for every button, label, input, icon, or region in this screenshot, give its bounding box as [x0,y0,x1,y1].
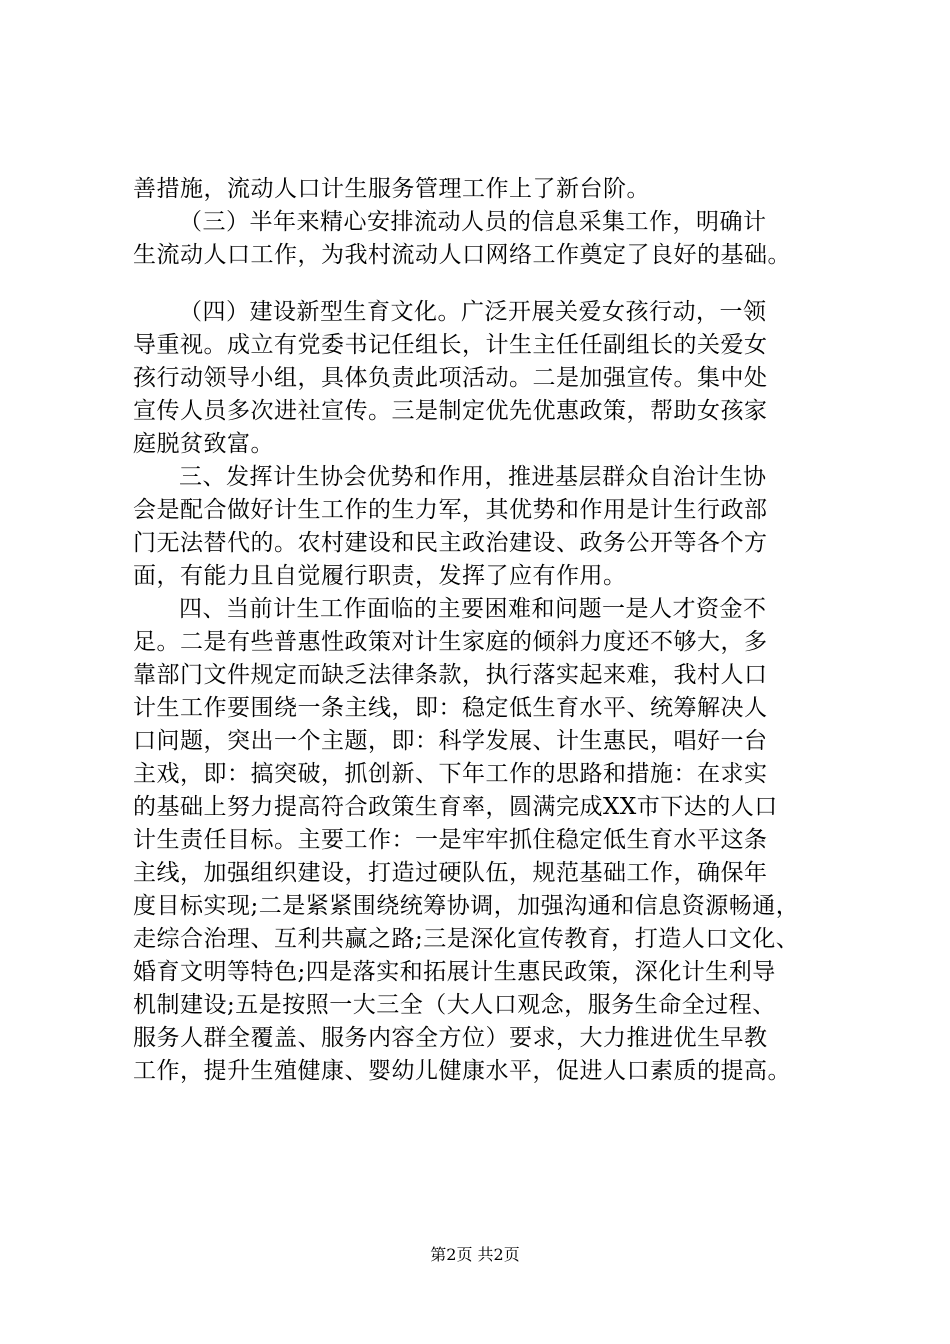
paragraph-line: 走综合治理、互利共赢之路;三是深化宣传教育，打造人口文化、 [133,926,800,952]
paragraph-line: 善措施，流动人口计生服务管理工作上了新台阶。 [133,176,650,202]
paragraph-line: 靠部门文件规定而缺乏法律条款，执行落实起来难，我村人口 [133,662,768,688]
paragraph-line: 宣传人员多次进社宣传。三是制定优先优惠政策，帮助女孩家 [133,398,768,424]
paragraph-line: 孩行动领导小组，具体负责此项活动。二是加强宣传。集中处 [133,365,768,391]
paragraph-line: 计生责任目标。主要工作：一是牢牢抓住稳定低生育水平这条 [133,827,768,853]
paragraph-line: 导重视。成立有党委书记任组长，计生主任任副组长的关爱女 [133,332,768,358]
paragraph-line: 度目标实现;二是紧紧围绕统筹协调，加强沟通和信息资源畅通， [133,893,800,919]
paragraph-line: 婚育文明等特色;四是落实和拓展计生惠民政策，深化计生利导 [133,959,776,985]
paragraph-line: 工作，提升生殖健康、婴幼儿健康水平，促进人口素质的提高。 [133,1058,791,1084]
paragraph-line: 口问题，突出一个主题，即：科学发展、计生惠民，唱好一台 [133,728,768,754]
paragraph-line: （四）建设新型生育文化。广泛开展关爱女孩行动，一领 [179,299,767,325]
paragraph-line: 生流动人口工作，为我村流动人口网络工作奠定了良好的基础。 [133,242,791,268]
paragraph-line: 庭脱贫致富。 [133,431,274,457]
paragraph-line: 会是配合做好计生工作的生力军，其优势和作用是计生行政部 [133,497,768,523]
paragraph-line: 四、当前计生工作面临的主要困难和问题一是人才资金不 [179,596,767,622]
paragraph-line: 足。二是有些普惠性政策对计生家庭的倾斜力度还不够大，多 [133,629,768,655]
paragraph-line: 计生工作要围绕一条主线，即：稳定低生育水平、统筹解决人 [133,695,768,721]
paragraph-line: 的基础上努力提高符合政策生育率，圆满完成XX市下达的人口 [133,794,778,820]
paragraph-line: 机制建设;五是按照一大三全（大人口观念，服务生命全过程、 [133,992,776,1018]
paragraph-line: 服务人群全覆盖、服务内容全方位）要求，大力推进优生早教 [133,1025,768,1051]
paragraph-line: 主戏，即：搞突破，抓创新、下年工作的思路和措施：在求实 [133,761,768,787]
paragraph-line: （三）半年来精心安排流动人员的信息采集工作，明确计 [179,209,767,235]
paragraph-line: 面，有能力且自觉履行职责，发挥了应有作用。 [133,563,627,589]
paragraph-line: 主线，加强组织建设，打造过硬队伍，规范基础工作，确保年 [133,860,768,886]
paragraph-line: 门无法替代的。农村建设和民主政治建设、政务公开等各个方 [133,530,768,556]
paragraph-line: 三、发挥计生协会优势和作用，推进基层群众自治计生协 [179,464,767,490]
page-footer: 第2页 共2页 [430,1245,520,1264]
